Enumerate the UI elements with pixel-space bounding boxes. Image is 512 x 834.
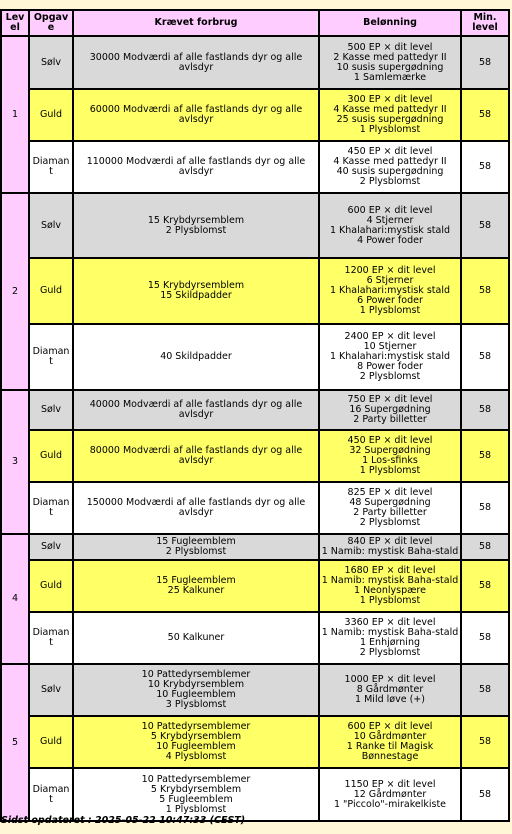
requirement-cell <box>73 390 319 430</box>
min-level-cell: 58 <box>461 664 509 716</box>
requirement-cell <box>73 612 319 664</box>
min-level-cell: 58 <box>461 560 509 612</box>
task-tier-cell: Guld <box>29 89 73 141</box>
task-tier-cell: Sølv <box>29 193 73 258</box>
reward-line: 6 Stjerner <box>366 275 414 286</box>
reward-cell <box>319 612 461 664</box>
table-row <box>1 258 509 324</box>
task-tier-cell: Diamant <box>29 482 73 534</box>
requirement-line: 110000 Modværdi af alle fastlands dyr og alle avlsdyr <box>86 156 306 177</box>
reward-line: 3360 EP × dit level <box>344 617 436 628</box>
requirement-cell <box>73 430 319 482</box>
min-level-cell: 58 <box>461 193 509 258</box>
reward-line: 1 "Piccolo"-mirakelkiste <box>333 798 447 810</box>
reward-cell <box>319 36 461 89</box>
requirement-line: 2 Plysblomst <box>165 224 227 236</box>
reward-line: 2 Plysblomst <box>359 647 421 658</box>
reward-cell <box>319 324 461 390</box>
reward-line: 1150 EP × dit level <box>344 778 436 790</box>
reward-line: 4 Kasse med pattedyr II <box>333 104 447 115</box>
requirement-line: 2 Plysblomst <box>165 546 227 557</box>
reward-line: 16 Supergødning <box>349 404 431 415</box>
task-table <box>0 9 510 822</box>
table-row <box>1 664 509 716</box>
reward-cell <box>319 193 461 258</box>
reward-cell <box>319 560 461 612</box>
requirement-line: 5 Krybdyrsemblem <box>150 731 242 742</box>
reward-line: 600 EP × dit level <box>347 204 433 216</box>
reward-line: 840 EP × dit level <box>347 536 433 547</box>
table-row <box>1 430 509 482</box>
requirement-line: 1 Plysblomst <box>165 803 227 815</box>
reward-line: 2400 EP × dit level <box>344 331 436 342</box>
requirement-cell <box>73 560 319 612</box>
requirement-line: 15 Krybdyrsemblem <box>147 280 245 291</box>
table-header-row <box>1 10 509 36</box>
reward-line: 600 EP × dit level <box>347 721 433 732</box>
requirement-line: 25 Kalkuner <box>167 585 225 596</box>
reward-cell <box>319 390 461 430</box>
requirement-line: 40 Skildpadder <box>160 351 232 362</box>
reward-line: 1 Enhjørning <box>359 637 420 648</box>
header-requirement: Krævet forbrug <box>73 10 319 36</box>
reward-line: 8 Power foder <box>357 361 423 372</box>
reward-line: 8 Gårdmønter <box>356 684 424 695</box>
reward-line: 48 Supergødning <box>349 497 431 508</box>
requirement-cell <box>73 141 319 193</box>
task-tier-cell: Guld <box>29 430 73 482</box>
reward-line: 1680 EP × dit level <box>344 565 436 576</box>
requirement-line: 15 Fugleemblem <box>156 536 236 547</box>
table-row <box>1 193 509 258</box>
min-level-cell: 58 <box>461 258 509 324</box>
reward-line: 40 susis supergødning <box>336 166 444 177</box>
task-tier-cell: Sølv <box>29 36 73 89</box>
task-tier-cell: Sølv <box>29 664 73 716</box>
requirement-line: 15 Skildpadder <box>160 290 232 301</box>
min-level-cell: 58 <box>461 390 509 430</box>
table-row <box>1 560 509 612</box>
task-tier-cell: Guld <box>29 560 73 612</box>
reward-line: 450 EP × dit level <box>347 146 433 157</box>
header-reward: Belønning <box>319 10 461 36</box>
task-tier-cell: Guld <box>29 716 73 768</box>
min-level-cell: 58 <box>461 716 509 768</box>
header-level: Level <box>1 10 29 36</box>
header-task: Opgave <box>29 10 73 36</box>
reward-line: 2 Plysblomst <box>359 176 421 187</box>
table-row <box>1 768 509 821</box>
reward-line: 750 EP × dit level <box>347 394 433 405</box>
task-tier-cell: Diamant <box>29 141 73 193</box>
task-tier-cell: Guld <box>29 258 73 324</box>
reward-cell <box>319 664 461 716</box>
level-cell: 1 <box>1 36 29 193</box>
requirement-line: 15 Krybdyrsemblem <box>147 214 245 226</box>
reward-line: 2 Party billetter <box>353 414 427 425</box>
reward-line: 10 Gårdmønter <box>353 731 427 742</box>
reward-line: 2 Plysblomst <box>359 517 421 528</box>
reward-line: 1 Mild løve (+) <box>355 694 425 705</box>
reward-line: 1 Plysblomst <box>359 465 421 476</box>
reward-line: 4 Kasse med pattedyr II <box>333 156 447 167</box>
table-row <box>1 141 509 193</box>
task-tier-cell: Sølv <box>29 390 73 430</box>
reward-cell <box>319 534 461 560</box>
reward-line: 10 Stjerner <box>363 341 417 352</box>
requirement-line: 30000 Modværdi af alle fastlands dyr og alle avlsdyr <box>89 51 303 73</box>
reward-line: 2 Kasse med pattedyr II <box>333 51 447 63</box>
requirement-cell <box>73 664 319 716</box>
last-updated: Sidst opdateret : 2025-05-22 10:47:33 (CEST) <box>1 815 246 826</box>
requirement-line: 5 Fugleemblem <box>159 793 233 805</box>
requirement-line: 10 Pattedyrsemblemer <box>141 773 251 785</box>
reward-line: 25 susis supergødning <box>336 114 444 125</box>
reward-line: 1 Neonlyspære <box>354 585 426 596</box>
requirement-line: 150000 Modværdi af alle fastlands dyr og alle avlsdyr <box>86 497 306 518</box>
requirement-line: 80000 Modværdi af alle fastlands dyr og alle avlsdyr <box>89 445 303 466</box>
table-row <box>1 89 509 141</box>
task-tier-cell: Diamant <box>29 612 73 664</box>
requirement-line: 5 Krybdyrsemblem <box>150 783 242 795</box>
reward-line: 12 Gårdmønter <box>353 788 427 800</box>
reward-cell <box>319 141 461 193</box>
level-cell: 2 <box>1 193 29 390</box>
reward-line: 1 Namib: mystisk Baha-stald <box>321 575 459 586</box>
reward-line: 1 Plysblomst <box>359 124 421 135</box>
reward-line: 1 Namib: mystisk Baha-stald <box>321 546 459 557</box>
requirement-cell <box>73 534 319 560</box>
level-cell: 5 <box>1 664 29 821</box>
min-level-cell: 58 <box>461 768 509 821</box>
requirement-cell <box>73 193 319 258</box>
requirement-line: 40000 Modværdi af alle fastlands dyr og alle avlsdyr <box>89 399 303 420</box>
reward-line: 1 Samlemærke <box>353 71 427 83</box>
header-min-level: Min. level <box>461 10 509 36</box>
reward-cell <box>319 768 461 821</box>
table-body <box>1 36 509 821</box>
task-tier-cell: Diamant <box>29 324 73 390</box>
table-row <box>1 36 509 89</box>
reward-line: 300 EP × dit level <box>347 94 433 105</box>
requirement-line: 4 Plysblomst <box>165 751 227 762</box>
min-level-cell: 58 <box>461 141 509 193</box>
min-level-cell: 58 <box>461 430 509 482</box>
reward-line: 6 Power foder <box>357 295 423 306</box>
reward-cell <box>319 258 461 324</box>
reward-line: 1 Plysblomst <box>359 595 421 606</box>
min-level-cell: 58 <box>461 324 509 390</box>
requirement-line: 10 Pattedyrsemblemer <box>141 721 251 732</box>
reward-line: 10 susis supergødning <box>336 61 444 73</box>
reward-line: 1 Los-sfinks <box>362 455 418 466</box>
reward-line: 500 EP × dit level <box>347 41 433 53</box>
requirement-cell <box>73 258 319 324</box>
reward-line: 1 Plysblomst <box>359 305 421 316</box>
requirement-cell <box>73 89 319 141</box>
reward-cell <box>319 89 461 141</box>
task-tier-cell: Diamant <box>29 768 73 821</box>
reward-line: 4 Stjerner <box>366 214 414 226</box>
requirement-line: 15 Fugleemblem <box>156 575 236 586</box>
table-row <box>1 534 509 560</box>
min-level-cell: 58 <box>461 534 509 560</box>
requirement-cell <box>73 716 319 768</box>
requirement-line: 60000 Modværdi af alle fastlands dyr og alle avlsdyr <box>89 104 303 125</box>
reward-line: 2 Plysblomst <box>359 371 421 382</box>
reward-line: 1 Ranke til Magisk Bønnestage <box>346 741 434 762</box>
requirement-cell <box>73 768 319 821</box>
reward-line: 32 Supergødning <box>349 445 431 456</box>
reward-line: 825 EP × dit level <box>347 487 433 498</box>
reward-cell <box>319 716 461 768</box>
table-row <box>1 482 509 534</box>
requirement-line: 50 Kalkuner <box>167 632 225 643</box>
table-row <box>1 324 509 390</box>
reward-line: 1 Khalahari:mystisk stald <box>329 224 450 236</box>
reward-line: 1200 EP × dit level <box>344 265 436 276</box>
requirement-cell <box>73 482 319 534</box>
min-level-cell: 58 <box>461 89 509 141</box>
reward-line: 1 Khalahari:mystisk stald <box>329 351 450 362</box>
min-level-cell: 58 <box>461 482 509 534</box>
requirement-line: 10 Fugleemblem <box>156 689 236 700</box>
level-cell: 4 <box>1 534 29 664</box>
level-cell: 3 <box>1 390 29 534</box>
min-level-cell: 58 <box>461 612 509 664</box>
requirement-line: 3 Plysblomst <box>165 699 227 710</box>
reward-line: 1000 EP × dit level <box>344 674 436 685</box>
reward-cell <box>319 430 461 482</box>
requirement-line: 10 Fugleemblem <box>156 741 236 752</box>
min-level-cell: 58 <box>461 36 509 89</box>
reward-cell <box>319 482 461 534</box>
reward-line: 1 Namib: mystisk Baha-stald <box>321 627 459 638</box>
reward-line: 4 Power foder <box>357 234 423 246</box>
table-row <box>1 390 509 430</box>
reward-line: 450 EP × dit level <box>347 435 433 446</box>
requirement-line: 10 Krybdyrsemblem <box>147 679 245 690</box>
requirement-line: 10 Pattedyrsemblemer <box>141 669 251 680</box>
table-row <box>1 716 509 768</box>
table-row <box>1 612 509 664</box>
reward-line: 2 Party billetter <box>353 507 427 518</box>
task-tier-cell: Sølv <box>29 534 73 560</box>
reward-line: 1 Khalahari:mystisk stald <box>329 285 450 296</box>
requirement-cell <box>73 36 319 89</box>
requirement-cell <box>73 324 319 390</box>
